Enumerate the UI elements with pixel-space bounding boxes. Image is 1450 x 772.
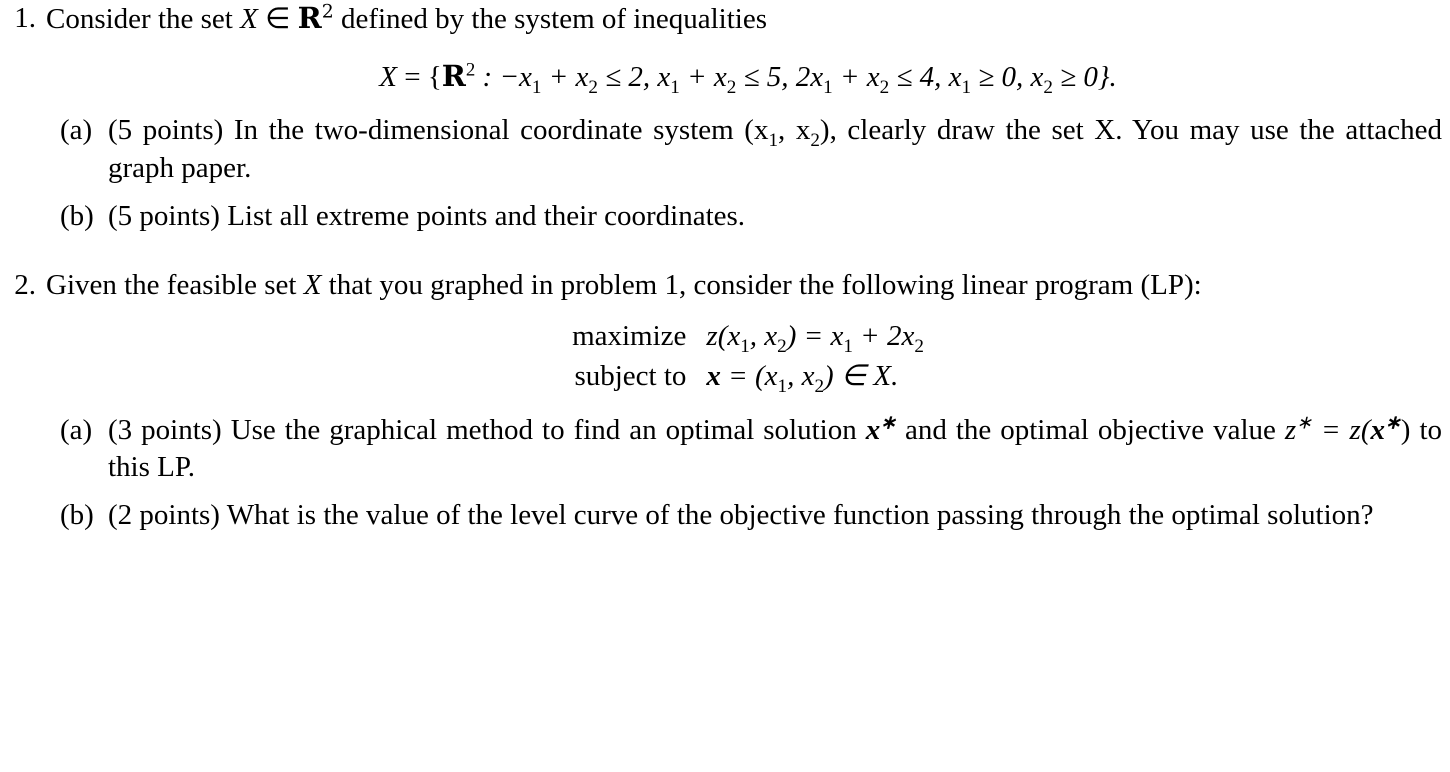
eq-sub-2: 2 bbox=[588, 76, 598, 98]
p1a-sub-1: 1 bbox=[768, 130, 779, 152]
p1a-text-1: (5 points) In the two-dimensional coordinate system (x bbox=[108, 114, 769, 147]
problem-1-set-symbol: X bbox=[240, 3, 258, 35]
problem-1-subpart-a-label: (a) bbox=[60, 114, 93, 147]
problem-1-subpart-b-label: (b) bbox=[60, 199, 94, 232]
p2a-math-a-sup: ∗ bbox=[880, 412, 896, 434]
problem-1-subparts bbox=[46, 112, 1450, 235]
p1b-text-1: (5 points) List all extreme points and their coordinates. bbox=[108, 199, 746, 232]
p2a-math-c-sym: x bbox=[1370, 413, 1385, 446]
eq-sub-1: 1 bbox=[531, 76, 542, 98]
eq-term-6: + x bbox=[832, 61, 880, 94]
problem-2-subpart-b-label: (b) bbox=[60, 499, 94, 532]
eq-sub-7: 1 bbox=[961, 76, 972, 98]
p2a-math-b bbox=[1285, 414, 1312, 446]
problem-1-subpart-a bbox=[46, 112, 1450, 187]
p2a-math-b-sym: z bbox=[1284, 413, 1297, 446]
p2a-math-b-sup: ∗ bbox=[1296, 412, 1312, 434]
eq-term-5: ≤ 5, 2x bbox=[736, 61, 824, 94]
problem-2 bbox=[0, 267, 1450, 535]
eq-sub-8: 2 bbox=[1043, 76, 1053, 98]
problem-1-subpart-b-text bbox=[108, 198, 1450, 236]
lp-maximize-label: maximize bbox=[572, 320, 687, 353]
problem-1-intro-mid: ∈ bbox=[257, 3, 298, 35]
problem-2-number: 2. bbox=[14, 269, 36, 302]
p1a-text-3: ), clearly draw the set X. You may use the attached graph paper. bbox=[108, 114, 1442, 184]
p2a-math-a-sym: x bbox=[865, 413, 881, 446]
problem-2-lp-block bbox=[46, 318, 1450, 395]
p2a-math-a bbox=[866, 414, 896, 446]
problem-2-subpart-a-label: (a) bbox=[60, 413, 93, 446]
lp-objective bbox=[706, 318, 924, 356]
problem-2-subparts bbox=[46, 412, 1450, 535]
lp-con-3: ) ∈ X. bbox=[824, 360, 899, 393]
problem-1-subpart-a-text bbox=[108, 112, 1450, 187]
eq-term-1: : −x bbox=[475, 61, 532, 94]
p2a-math-c bbox=[1371, 414, 1401, 446]
problem-1-subpart-b bbox=[46, 198, 1450, 236]
lp-con-sub-1: 1 bbox=[777, 375, 788, 397]
p2a-text-4: ) to this LP. bbox=[108, 413, 1442, 484]
eq-equals: = { bbox=[396, 61, 442, 94]
problem-1-number: 1. bbox=[14, 2, 36, 34]
eq-term-3: ≤ 2, x bbox=[597, 61, 671, 94]
lp-obj-3: ) = x bbox=[786, 320, 844, 353]
eq-term-4: + x bbox=[679, 61, 727, 94]
eq-sub-5: 1 bbox=[823, 76, 833, 98]
problem-2-subpart-b bbox=[46, 497, 1450, 535]
problem-2-body bbox=[46, 267, 1450, 535]
lp-obj-sub-2: 2 bbox=[777, 336, 787, 358]
problem-1-real-set bbox=[298, 1, 334, 35]
eq-sub-4: 2 bbox=[726, 76, 737, 98]
eq-lhs: X bbox=[379, 61, 397, 94]
problem-1-intro-before: Consider the set bbox=[46, 3, 241, 35]
problem-1-display-equation bbox=[46, 58, 1450, 96]
lp-obj-sub-3: 1 bbox=[843, 336, 853, 358]
problem-2-intro-a: Given the feasible set bbox=[46, 269, 304, 302]
lp-subject-to-label: subject to bbox=[574, 360, 687, 393]
eq-real-exponent: 2 bbox=[465, 59, 476, 81]
p2a-text-3: = z( bbox=[1312, 413, 1371, 446]
eq-term-2: + x bbox=[541, 61, 589, 94]
problem-1 bbox=[0, 0, 1450, 235]
eq-term-9: ≥ 0}. bbox=[1052, 61, 1117, 94]
lp-con-1: = (x bbox=[720, 360, 778, 393]
p2b-text-1: (2 points) What is the value of the level curve of the objective function passing through the optimal solution? bbox=[108, 499, 1374, 532]
problem-2-subpart-a bbox=[46, 412, 1450, 487]
problem-2-intro-b: that you graphed in problem 1, consider the following linear program (LP): bbox=[321, 269, 1202, 302]
lp-obj-1: z(x bbox=[706, 320, 741, 353]
p1a-sub-2: 2 bbox=[810, 130, 820, 152]
eq-sub-6: 2 bbox=[879, 76, 890, 98]
lp-con-vec: x bbox=[706, 360, 721, 393]
p1a-text-2: , x bbox=[778, 114, 811, 147]
problem-1-intro-after: defined by the system of inequalities bbox=[333, 3, 767, 35]
lp-obj-2: , x bbox=[749, 320, 778, 353]
problem-2-subpart-b-text bbox=[108, 497, 1450, 535]
eq-sub-3: 1 bbox=[670, 76, 680, 98]
p2a-math-c-sup: ∗ bbox=[1385, 412, 1401, 434]
lp-con-sub-2: 2 bbox=[814, 375, 825, 397]
problem-2-set-symbol: X bbox=[303, 269, 322, 302]
eq-term-7: ≤ 4, x bbox=[889, 61, 962, 94]
p2a-text-2: and the optimal objective value bbox=[895, 413, 1285, 446]
problem-2-statement bbox=[46, 267, 1450, 304]
real-symbol: R bbox=[297, 1, 322, 35]
lp-grid bbox=[572, 318, 924, 395]
real-exponent: 2 bbox=[321, 1, 334, 23]
lp-constraint bbox=[706, 358, 924, 396]
eq-term-8: ≥ 0, x bbox=[971, 61, 1044, 94]
lp-obj-sub-4: 2 bbox=[914, 336, 924, 358]
p2a-text-1: (3 points) Use the graphical method to find an optimal solution bbox=[108, 413, 866, 446]
problem-2-subpart-a-text bbox=[108, 412, 1450, 487]
lp-con-2: , x bbox=[787, 360, 815, 393]
lp-obj-4: + 2x bbox=[852, 320, 915, 353]
lp-obj-sub-1: 1 bbox=[740, 336, 750, 358]
problem-1-statement bbox=[46, 0, 1450, 38]
eq-real-symbol: R bbox=[441, 59, 466, 94]
problem-1-body bbox=[46, 0, 1450, 235]
